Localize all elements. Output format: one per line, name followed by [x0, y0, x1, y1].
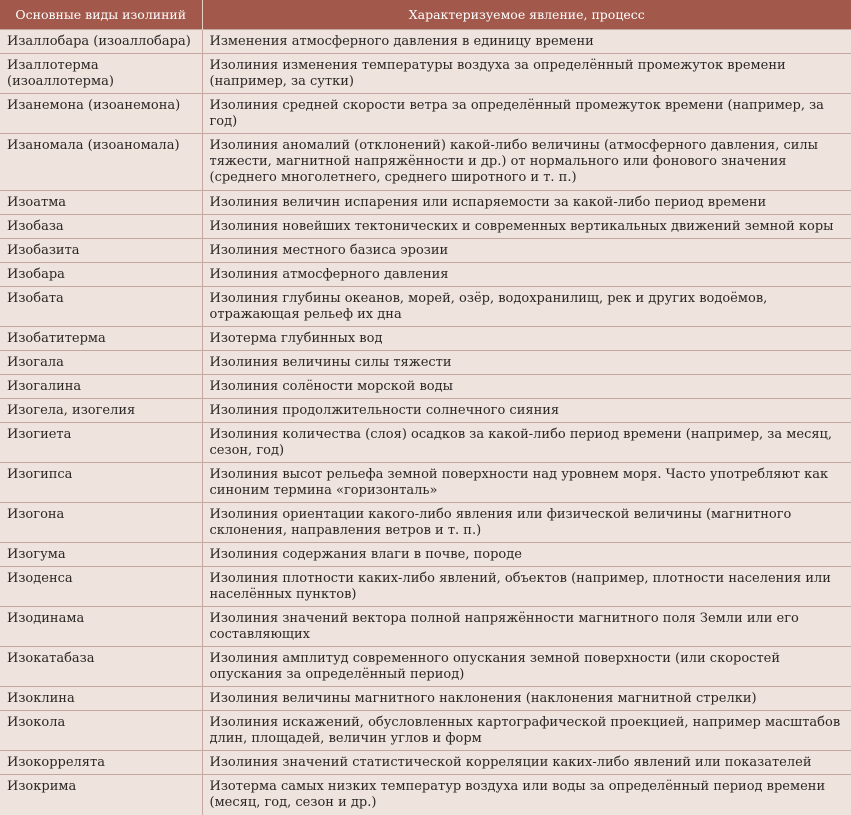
isoline-term: Изобата — [0, 287, 202, 327]
isoline-description: Изотерма самых низких температур воздуха или воды за определённый период времени (месяц, год, сезон и др.) — [202, 775, 851, 815]
isoline-term: Изаллобара (изоаллобара) — [0, 30, 202, 54]
table-body — [0, 30, 851, 815]
table-row — [0, 423, 851, 463]
isoline-description: Изолиния величины силы тяжести — [202, 351, 851, 375]
table-row — [0, 503, 851, 543]
table-row — [0, 351, 851, 375]
isoline-term: Изобазита — [0, 239, 202, 263]
table-row — [0, 711, 851, 751]
isoline-description: Изолиния амплитуд современного опускания земной поверхности (или скоростей опускания за определённый период) — [202, 647, 851, 687]
table-row — [0, 215, 851, 239]
isoline-description: Изолиния содержания влаги в почве, породе — [202, 543, 851, 567]
isoline-description: Изолиния ориентации какого-либо явления или физической величины (магнитного склонения, направления ветров и т. п.) — [202, 503, 851, 543]
isoline-term: Изогалина — [0, 375, 202, 399]
isoline-term: Изобаза — [0, 215, 202, 239]
isoline-term: Изокоррелята — [0, 751, 202, 775]
isoline-term: Изодинама — [0, 607, 202, 647]
table-row — [0, 647, 851, 687]
table-row — [0, 191, 851, 215]
isoline-term: Изоатма — [0, 191, 202, 215]
table-row — [0, 375, 851, 399]
table-row — [0, 134, 851, 191]
isoline-description: Изолиния величин испарения или испаряемости за какой-либо период времени — [202, 191, 851, 215]
header-col-types: Основные виды изолиний — [0, 0, 202, 30]
isoline-description: Изолиния солёности морской воды — [202, 375, 851, 399]
table-row — [0, 30, 851, 54]
isoline-description: Изотерма глубинных вод — [202, 327, 851, 351]
isoline-term: Изобара — [0, 263, 202, 287]
isoline-term: Изогипса — [0, 463, 202, 503]
table-row — [0, 463, 851, 503]
isoline-description: Изолиния глубины океанов, морей, озёр, водохранилищ, рек и других водоёмов, отражающая рельеф их дна — [202, 287, 851, 327]
table-row — [0, 287, 851, 327]
isoline-description: Изолиния высот рельефа земной поверхности над уровнем моря. Часто употребляют как синоним термина «горизонталь» — [202, 463, 851, 503]
isoline-term: Изокатабаза — [0, 647, 202, 687]
isoline-description: Изолиния средней скорости ветра за определённый промежуток времени (например, за год) — [202, 94, 851, 134]
isoline-term: Изокрима — [0, 775, 202, 815]
table-row — [0, 567, 851, 607]
isoline-term: Изоклина — [0, 687, 202, 711]
isoline-description: Изолиния атмосферного давления — [202, 263, 851, 287]
table-row — [0, 327, 851, 351]
isoline-term: Изогона — [0, 503, 202, 543]
isoline-description: Изолиния новейших тектонических и современных вертикальных движений земной коры — [202, 215, 851, 239]
isoline-description: Изменения атмосферного давления в единицу времени — [202, 30, 851, 54]
header-col-phenomenon: Характеризуемое явление, процесс — [202, 0, 851, 30]
isoline-description: Изолиния значений вектора полной напряжённости магнитного поля Земли или его составляющих — [202, 607, 851, 647]
isoline-term: Изогума — [0, 543, 202, 567]
isoline-term: Изанемона (изоанемона) — [0, 94, 202, 134]
isoline-term: Изокола — [0, 711, 202, 751]
isoline-term: Изаллотерма (изоаллотерма) — [0, 54, 202, 94]
isoline-term: Изогиета — [0, 423, 202, 463]
isoline-description: Изолиния продолжительности солнечного сияния — [202, 399, 851, 423]
isoline-description: Изолиния величины магнитного наклонения (наклонения магнитной стрелки) — [202, 687, 851, 711]
table-row — [0, 399, 851, 423]
table-row — [0, 775, 851, 815]
table-row — [0, 94, 851, 134]
table-header-row — [0, 0, 851, 30]
table-row — [0, 239, 851, 263]
isoline-description: Изолиния плотности каких-либо явлений, объектов (например, плотности населения или населённых пунктов) — [202, 567, 851, 607]
isoline-term: Изогела, изогелия — [0, 399, 202, 423]
isoline-term: Изаномала (изоаномала) — [0, 134, 202, 191]
table-row — [0, 54, 851, 94]
table-row — [0, 687, 851, 711]
table-row — [0, 751, 851, 775]
isoline-term: Изогала — [0, 351, 202, 375]
table-row — [0, 543, 851, 567]
table-row — [0, 607, 851, 647]
isoline-description: Изолиния аномалий (отклонений) какой-либо величины (атмосферного давления, силы тяжести, магнитной напряжённости и др.) от нормального или фонового значения (среднего многолетнего, среднего широтного и т. п.) — [202, 134, 851, 191]
isoline-description: Изолиния количества (слоя) осадков за какой-либо период времени (например, за месяц, сезон, год) — [202, 423, 851, 463]
table-row — [0, 263, 851, 287]
isoline-description: Изолиния местного базиса эрозии — [202, 239, 851, 263]
isoline-description: Изолиния значений статистической корреляции каких-либо явлений или показателей — [202, 751, 851, 775]
isoline-term: Изобатитерма — [0, 327, 202, 351]
isoline-term: Изоденса — [0, 567, 202, 607]
isoline-description: Изолиния искажений, обусловленных картографической проекцией, например масштабов длин, площадей, величин углов и форм — [202, 711, 851, 751]
isoline-description: Изолиния изменения температуры воздуха за определённый промежуток времени (например, за сутки) — [202, 54, 851, 94]
